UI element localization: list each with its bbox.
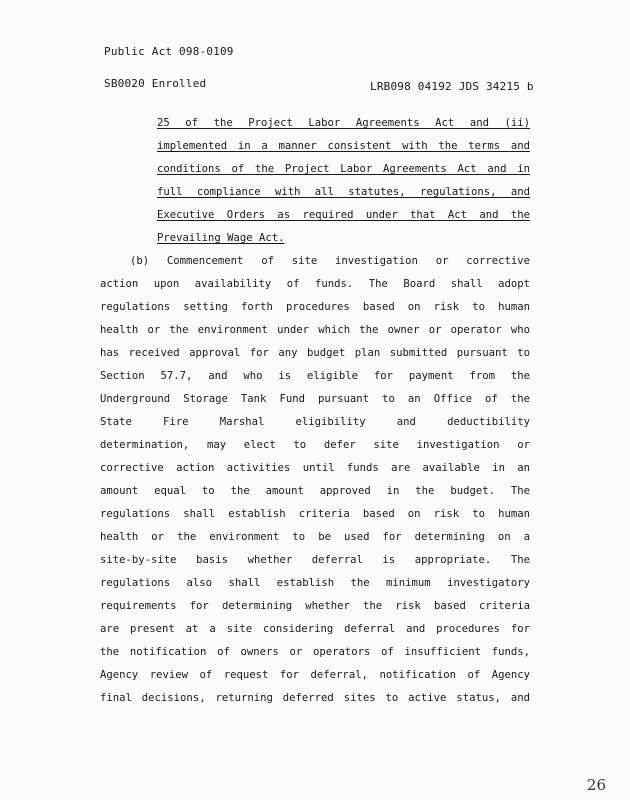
amendment-line: full compliance with all statutes, regulations, and: [157, 186, 530, 198]
bill-status: SB0020 Enrolled: [104, 77, 207, 90]
amendment-line: Executive Orders as required under that Act and the: [157, 209, 530, 221]
paragraph-line: final decisions, returning deferred sites to active status, and: [100, 692, 530, 704]
paragraph-line: has received approval for any budget plan submitted pursuant to: [100, 347, 530, 359]
paragraph-line: the notification of owners or operators of insufficient funds,: [100, 646, 530, 658]
paragraph-line: (b) Commencement of site investigation or corrective: [130, 255, 530, 267]
paragraph-line: corrective action activities until funds are available in an: [100, 462, 530, 474]
paragraph-line: requirements for determining whether the risk based criteria: [100, 600, 530, 612]
paragraph-line: regulations setting forth procedures based on risk to human: [100, 301, 530, 313]
page-number: 26: [586, 776, 606, 794]
public-act-number: Public Act 098-0109: [104, 45, 234, 58]
lrb-number: LRB098 04192 JDS 34215 b: [370, 80, 534, 93]
amendment-line: 25 of the Project Labor Agreements Act and (ii): [157, 117, 530, 129]
paragraph-line: health or the environment to be used for determining on a: [100, 531, 530, 543]
amendment-line: implemented in a manner consistent with the terms and: [157, 140, 530, 152]
paragraph-line: State Fire Marshal eligibility and deductibility: [100, 416, 530, 428]
amendment-line: Prevailing Wage Act.: [157, 232, 285, 244]
paragraph-line: amount equal to the amount approved in the budget. The: [100, 485, 530, 497]
paragraph-line: Agency review of request for deferral, notification of Agency: [100, 669, 530, 681]
paragraph-line: regulations shall establish criteria based on risk to human: [100, 508, 530, 520]
paragraph-line: regulations also shall establish the minimum investigatory: [100, 577, 530, 589]
paragraph-line: action upon availability of funds. The Board shall adopt: [100, 278, 530, 290]
paragraph-line: health or the environment under which the owner or operator who: [100, 324, 530, 336]
paragraph-line: site-by-site basis whether deferral is appropriate. The: [100, 554, 530, 566]
paragraph-line: are present at a site considering deferral and procedures for: [100, 623, 530, 635]
amendment-line: conditions of the Project Labor Agreements Act and in: [157, 163, 530, 175]
paragraph-line: determination, may elect to defer site investigation or: [100, 439, 530, 451]
paragraph-line: Underground Storage Tank Fund pursuant to an Office of the: [100, 393, 530, 405]
paragraph-line: Section 57.7, and who is eligible for payment from the: [100, 370, 530, 382]
